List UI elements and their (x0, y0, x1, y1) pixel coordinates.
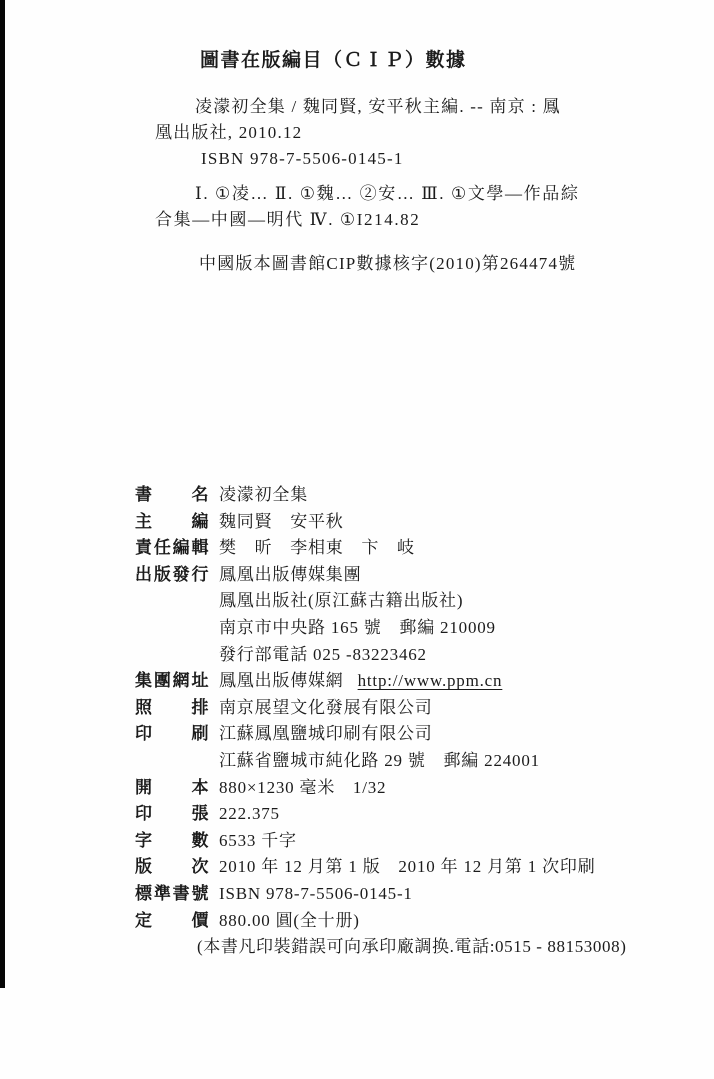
colophon-label: 標準書號 (135, 883, 209, 903)
colophon-value: (本書凡印裝錯誤可向承印廠調换.電話:0515 - 88153008) (197, 937, 627, 957)
cip-classification-line: Ⅰ. ①凌… Ⅱ. ①魏… ②安… Ⅲ. ①文學—作品綜 (195, 184, 580, 203)
colophon-value: 南京市中央路 165 號 郵編 210009 (219, 617, 496, 637)
colophon-value: 2010 年 12 月第 1 版 2010 年 12 月第 1 次印刷 (219, 857, 596, 877)
colophon-label: 責任編輯 (135, 538, 209, 558)
colophon-label: 集團網址 (135, 671, 209, 691)
colophon-label (135, 642, 209, 669)
colophon-value: 鳳凰出版社(原江蘇古籍出版社) (219, 591, 464, 611)
colophon-row (135, 854, 626, 881)
colophon-table (135, 482, 626, 961)
colophon-row (135, 509, 626, 536)
cip-record (155, 94, 561, 172)
colophon-label: 書名 (135, 485, 209, 504)
colophon-row (135, 934, 626, 961)
colophon-label (135, 615, 209, 642)
cip-record-line: 凌濛初全集 / 魏同賢, 安平秋主編. -- 南京 : 鳳 (195, 97, 561, 116)
colophon-row (135, 588, 626, 615)
colophon-row (135, 535, 626, 562)
colophon-value: 發行部電話 025 -83223462 (219, 644, 427, 664)
colophon-value: 江蘇鳳凰鹽城印刷有限公司 (219, 724, 433, 744)
colophon-row (135, 562, 626, 589)
colophon-value: 鳳凰出版傳媒網 http://www.ppm.cn (219, 671, 503, 691)
colophon-row (135, 828, 626, 855)
colophon-label: 出版發行 (135, 564, 209, 584)
cip-record-number: 中國版本圖書館CIP數據核字(2010)第264474號 (199, 254, 577, 273)
colophon-row (135, 775, 626, 802)
colophon-value: 魏同賢 安平秋 (219, 511, 344, 531)
publisher-website-url: http://www.ppm.cn (357, 671, 503, 691)
scan-edge-artifact (0, 0, 5, 988)
colophon-value: 凌濛初全集 (219, 485, 308, 504)
colophon-value: 鳳凰出版傳媒集團 (219, 564, 362, 584)
cip-heading: 圖書在版編目（ＣＩＰ）數據 (200, 50, 467, 71)
colophon-label: 印張 (135, 804, 209, 824)
colophon-label: 主編 (135, 511, 209, 531)
colophon-label: 開本 (135, 777, 209, 797)
colophon-label (135, 748, 209, 775)
colophon-label: 字數 (135, 830, 209, 850)
colophon-row (135, 721, 626, 748)
colophon-row (135, 482, 626, 509)
cip-classification-line: 合集—中國—明代 Ⅳ. ①I214.82 (155, 210, 421, 229)
colophon-value: 南京展望文化發展有限公司 (219, 697, 433, 717)
colophon-value: 江蘇省鹽城市純化路 29 號 郵編 224001 (219, 750, 540, 770)
colophon-label: 版次 (135, 857, 209, 877)
colophon-label: 定價 (135, 910, 209, 930)
colophon-label: 照排 (135, 697, 209, 717)
colophon-row (135, 801, 626, 828)
cip-record-line: 凰出版社, 2010.12 (155, 123, 303, 142)
cip-isbn-line: ISBN 978-7-5506-0145-1 (201, 149, 404, 168)
colophon-row (135, 881, 626, 908)
colophon-value: ISBN 978-7-5506-0145-1 (219, 883, 413, 903)
colophon-value: 6533 千字 (219, 830, 297, 850)
colophon-row (135, 668, 626, 695)
colophon-row (135, 615, 626, 642)
colophon-row (135, 908, 626, 935)
colophon-row (135, 642, 626, 669)
colophon-value: 222.375 (219, 804, 280, 824)
colophon-row (135, 695, 626, 722)
colophon-label (135, 588, 209, 615)
colophon-value: 880.00 圓(全十册) (219, 910, 360, 930)
colophon-row (135, 748, 626, 775)
colophon-label: 印刷 (135, 724, 209, 744)
colophon-value: 880×1230 毫米 1/32 (219, 777, 387, 797)
colophon-value: 樊 昕 李相東 卞 岐 (219, 538, 415, 558)
cip-classification (155, 181, 579, 233)
